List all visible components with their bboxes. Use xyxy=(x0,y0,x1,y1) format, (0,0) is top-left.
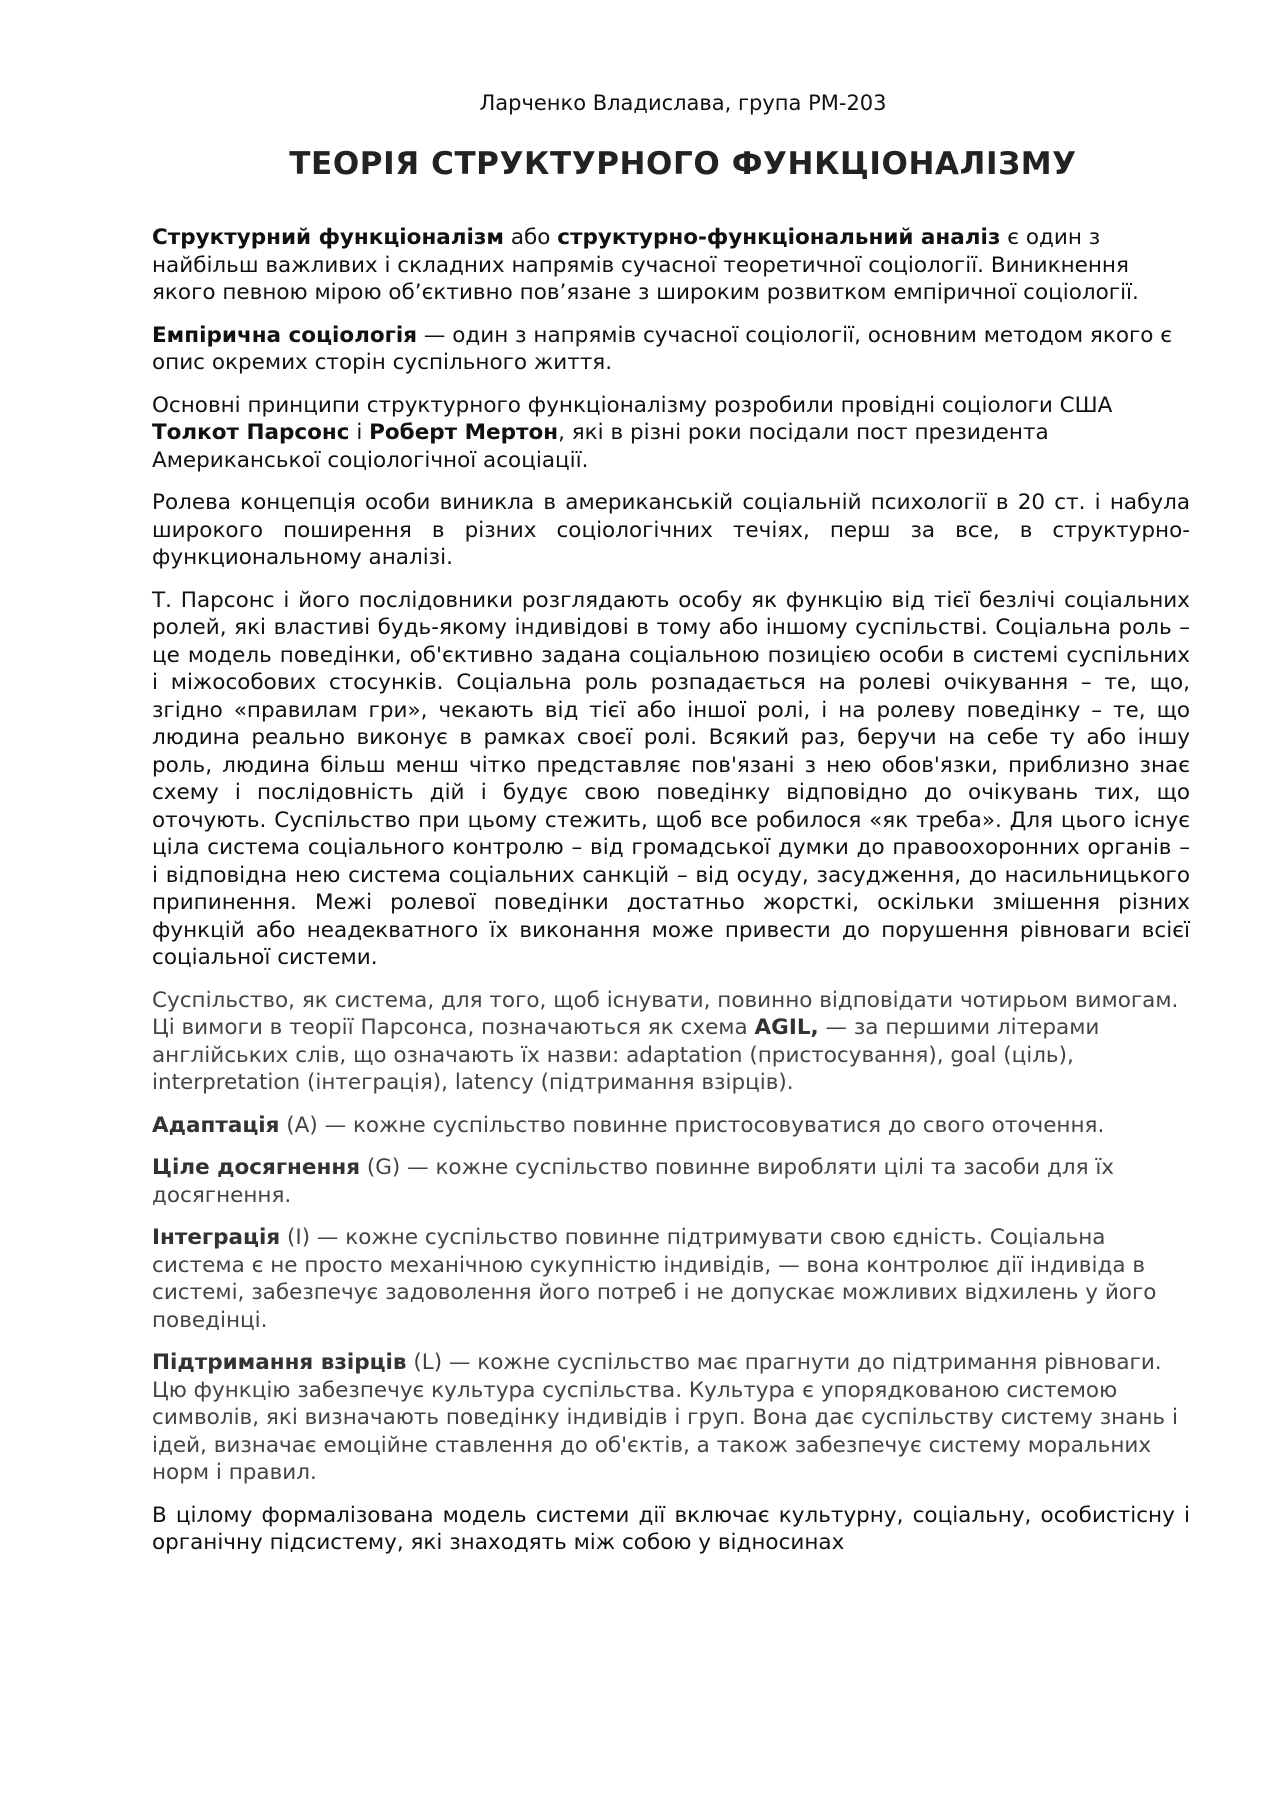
paragraph-agil-scheme: Суспільство, як система, для того, щоб існувати, повинно відповідати чотирьом вимогам. Ці вимоги в теорії Парсонса, позначаються як схема AGIL, — за першими літерами англійських слів, що означають їх назви: adaptation (пристосування), goal (ціль), interpretation (інтеграція), latency (підтримання взірців). xyxy=(152,987,1179,1095)
term-agil: AGIL, xyxy=(754,1015,819,1040)
term-structural-functionalism: Структурний функціоналізм xyxy=(152,225,504,250)
paragraph-role-concept: Ролева концепція особи виникла в американській соціальній психології в 20 ст. і набула широкого поширення в різних соціологічних течіях, перш за все, в структурно-функциональному аналізі. xyxy=(152,490,1190,570)
author-line: Ларченко Владислава, група РМ-203 xyxy=(479,91,887,115)
paragraph-latency: Підтримання взірців (L) — кожне суспільство має прагнути до підтримання рівноваги. Цю функцію забезпечує культура суспільства. Культура є упорядкованою системою символів, які визначають поведінку індивідів і груп. Вона дає суспільству систему знань і ідей, визначає емоційне ставлення до об'єктів, а також забезпечує систему моральних норм і правил. xyxy=(152,1350,1178,1485)
paragraph-social-roles: Т. Парсонс і його послідовники розглядають особу як функцію від тієї безлічі соціальних ролей, які властиві будь-якому індивідові в тому або іншому суспільстві. Соціальна роль – це модель поведінки, об'єктивно задана соціальною позицією особи в системі суспільних і міжособових стосунків. Соціальна роль розпадається на ролеві очікування – те, що, згідно «правилам гри», чекають від тієї або іншої ролі, і на ролеву поведінку – те, що людина реально виконує в рамках своєї ролі. Всякий раз, беручи на себе ту або іншу роль, людина більш менш чітко представляє пов'язані з нею обов'язки, приблизно знає схему і послідовність дій і будує свою поведінку відповідно до очікувань тих, що оточують. Суспільство при цьому стежить, щоб все робилося «як треба». Для цього існує ціла система соціального контролю – від громадської думки до правоохоронних органів – і відповідна нею система соціальних санкцій – від осуду, засудження, до насильницького припинення. Межі ролевої поведінки достатньо жорсткі, оскільки змішення різних функцій або неадекватного їх виконання може привести до порушення рівноваги всієї соціальної системи. xyxy=(152,587,1190,970)
paragraph-action-system: В цілому формалізована модель системи дії включає культурну, соціальну, особистісну і органічну підсистему, які знаходять між собою у відносинах xyxy=(152,1502,1190,1555)
name-merton: Роберт Мертон xyxy=(369,420,559,445)
document-title: ТЕОРІЯ СТРУКТУРНОГО ФУНКЦІОНАЛІЗМУ xyxy=(289,146,1077,182)
paragraph-founders: Основні принципи структурного функціоналізму розробили провідні соціологи США Толкот Парсонс і Роберт Мертон, які в різні роки посідали пост президента Американської соціологічної асоціації. xyxy=(152,392,1113,473)
paragraph-empirical-sociology: Емпірична соціологія — один з напрямів сучасної соціології, основним методом якого є опис окремих сторін суспільного життя. xyxy=(152,322,1173,375)
term-integration: Інтеграція xyxy=(152,1225,281,1250)
paragraph-integration: Інтеграція (І) — кожне суспільство повинне підтримувати свою єдність. Соціальна система є не просто механічною сукупністю індивідів, — вона контролює дії індивіда в системі, забезпечує задоволення його потреб і не допускає можливих відхилень у його поведінці. xyxy=(152,1225,1157,1333)
paragraph-goal-attainment: Ціле досягнення (G) — кожне суспільство повинне виробляти цілі та засоби для їх досягнення. xyxy=(152,1155,1115,1208)
paragraph-structural-functionalism: Структурний функціоналізм або структурно-функціональний аналіз є один з найбільш важливих і складних напрямів сучасної теоретичної соціології. Виникнення якого певною мірою об’єктивно пов’язане з широким розвитком емпіричної соціології. xyxy=(152,225,1139,305)
name-parsons: Толкот Парсонс xyxy=(152,420,350,445)
term-empirical-sociology: Емпірична соціологія xyxy=(152,322,418,348)
term-adaptation: Адаптація xyxy=(152,1112,280,1138)
paragraph-adaptation: Адаптація (А) — кожне суспільство повинне пристосовуватися до свого оточення. xyxy=(152,1112,1105,1138)
term-goal-attainment: Ціле досягнення xyxy=(152,1155,360,1180)
term-structural-functional-analysis: структурно-функціональний аналіз xyxy=(557,225,1001,250)
term-latency: Підтримання взірців xyxy=(152,1350,407,1375)
